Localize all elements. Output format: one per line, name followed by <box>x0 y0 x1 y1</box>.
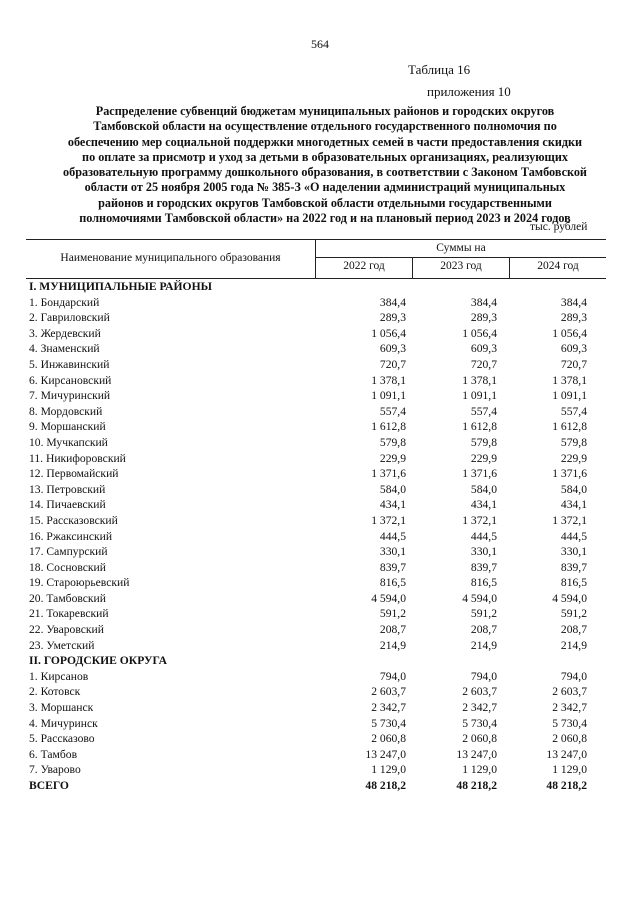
value-2022: 4 594,0 <box>371 591 406 605</box>
value-2024: 584,0 <box>560 482 587 496</box>
value-2024: 2 060,8 <box>552 732 587 746</box>
table-row <box>26 669 606 685</box>
table-row <box>26 373 606 389</box>
table-row <box>26 497 606 513</box>
value-2022: 1 091,1 <box>371 389 406 403</box>
row-name: 6. Кирсановский <box>29 373 112 387</box>
value-2023: 1 129,0 <box>462 763 497 777</box>
value-2024: 816,5 <box>560 576 587 590</box>
row-name: 13. Петровский <box>29 482 106 496</box>
value-2023: 13 247,0 <box>456 747 497 761</box>
table-row <box>26 716 606 732</box>
value-2024: 5 730,4 <box>552 716 587 730</box>
value-2023: 5 730,4 <box>462 716 497 730</box>
row-name: 10. Мучкапский <box>29 435 108 449</box>
value-2024: 13 247,0 <box>546 747 587 761</box>
value-2022: 591,2 <box>379 607 406 621</box>
value-2023: 1 378,1 <box>462 373 497 387</box>
table-row <box>26 466 606 482</box>
section-heading-row <box>26 279 606 295</box>
row-name: 19. Староюрьевский <box>29 576 130 590</box>
value-2022: 444,5 <box>379 529 406 543</box>
value-2024: 591,2 <box>560 607 587 621</box>
value-2023: 794,0 <box>470 669 497 683</box>
value-2024: 839,7 <box>560 560 587 574</box>
value-2022: 13 247,0 <box>365 747 406 761</box>
title-line: районов и городских округов Тамбовской области отдельными государственными <box>98 195 552 210</box>
value-2023: 208,7 <box>470 623 497 637</box>
row-name: 5. Рассказово <box>29 732 95 746</box>
value-2022: 1 371,6 <box>371 467 406 481</box>
row-name: 16. Ржаксинский <box>29 529 113 543</box>
value-2024: 289,3 <box>560 311 587 325</box>
value-2023: 2 342,7 <box>462 701 497 715</box>
value-2023: 720,7 <box>470 357 497 371</box>
value-2023: 839,7 <box>470 560 497 574</box>
row-name: 3. Моршанск <box>29 701 94 715</box>
table-row <box>26 591 606 607</box>
table-row <box>26 544 606 560</box>
appendix-label: приложения 10 <box>427 84 511 99</box>
value-2024: 1 612,8 <box>552 420 587 434</box>
table-row <box>26 451 606 467</box>
value-2023: 2 060,8 <box>462 732 497 746</box>
value-2023: 1 612,8 <box>462 420 497 434</box>
value-2024: 2 603,7 <box>552 685 587 699</box>
title-line: по оплате за присмотр и уход за детьми в образовательных организациях, реализующих <box>82 149 568 164</box>
row-name: 7. Уварово <box>29 763 81 777</box>
value-2023: 4 594,0 <box>462 591 497 605</box>
value-2022: 2 603,7 <box>371 685 406 699</box>
value-2024: 1 129,0 <box>552 763 587 777</box>
table-row <box>26 622 606 638</box>
title-line: обеспечению мер социальной поддержки многодетных семей в части предоставления скидки <box>67 134 583 149</box>
value-2024: 214,9 <box>560 638 587 652</box>
table-row <box>26 684 606 700</box>
value-2022: 2 342,7 <box>371 701 406 715</box>
value-2022: 330,1 <box>379 545 406 559</box>
sums-header: Суммы на <box>436 242 486 254</box>
distribution-table <box>26 239 606 794</box>
value-2023: 214,9 <box>470 638 497 652</box>
value-2024: 794,0 <box>560 669 587 683</box>
value-2023: 289,3 <box>470 311 497 325</box>
table-row <box>26 388 606 404</box>
title-line: Распределение субвенций бюджетам муниципальных районов и городских округов <box>95 104 555 118</box>
value-2023: 557,4 <box>470 404 497 418</box>
value-2022: 1 129,0 <box>371 763 406 777</box>
value-2022: 720,7 <box>379 357 406 371</box>
table-row <box>26 575 606 591</box>
value-2024: 2 342,7 <box>552 701 587 715</box>
row-name: 2. Гавриловский <box>29 311 110 325</box>
value-2022: 584,0 <box>379 482 406 496</box>
sums-header-rule <box>316 257 606 258</box>
table-row <box>26 638 606 654</box>
table-body <box>26 279 606 794</box>
value-2023: 591,2 <box>470 607 497 621</box>
row-name: 21. Токаревский <box>29 607 109 621</box>
value-2022: 579,8 <box>379 435 406 449</box>
value-2022: 816,5 <box>379 576 406 590</box>
row-name: II. ГОРОДСКИЕ ОКРУГА <box>29 654 167 668</box>
value-2023: 434,1 <box>470 498 497 512</box>
row-name: 4. Мичуринск <box>29 716 98 730</box>
value-2024: 1 056,4 <box>552 326 587 340</box>
value-2024: 384,4 <box>560 295 587 309</box>
row-name: ВСЕГО <box>29 779 69 792</box>
title-line: полномочиями Тамбовской области» на 2022 год и на плановый период 2023 и 2024 годов <box>79 211 571 226</box>
value-2022: 1 378,1 <box>371 373 406 387</box>
value-2023: 384,4 <box>470 295 497 309</box>
row-name: 11. Никифоровский <box>29 451 126 465</box>
row-name: 4. Знаменский <box>29 342 100 356</box>
table-row <box>26 529 606 545</box>
value-2022: 289,3 <box>379 311 406 325</box>
value-2023: 816,5 <box>470 576 497 590</box>
value-2022: 1 612,8 <box>371 420 406 434</box>
value-2022: 557,4 <box>379 404 406 418</box>
column-divider <box>315 240 316 278</box>
table-row <box>26 404 606 420</box>
value-2024: 48 218,2 <box>546 779 587 792</box>
table-row <box>26 747 606 763</box>
value-2024: 579,8 <box>560 435 587 449</box>
value-2024: 1 372,1 <box>552 513 587 527</box>
unit-label: тыс. рублей <box>530 221 588 233</box>
value-2023: 444,5 <box>470 529 497 543</box>
row-name: 12. Первомайский <box>29 467 119 481</box>
table-row <box>26 326 606 342</box>
value-2022: 5 730,4 <box>371 716 406 730</box>
table-row <box>26 357 606 373</box>
page-number: 564 <box>311 37 329 51</box>
row-name: 18. Сосновский <box>29 560 106 574</box>
title-line: Тамбовской области на осуществление отдельного государственного полномочия по <box>93 119 557 134</box>
table-row <box>26 341 606 357</box>
row-name: 23. Уметский <box>29 638 95 652</box>
table-row <box>26 513 606 529</box>
row-name: 6. Тамбов <box>29 747 78 761</box>
value-2024: 1 371,6 <box>552 467 587 481</box>
value-2022: 794,0 <box>379 669 406 683</box>
row-name: 5. Инжавинский <box>29 357 110 371</box>
value-2024: 1 378,1 <box>552 373 587 387</box>
table-row <box>26 435 606 451</box>
value-2024: 434,1 <box>560 498 587 512</box>
row-name: 1. Кирсанов <box>29 669 89 683</box>
row-name: 9. Моршанский <box>29 420 106 434</box>
table-row <box>26 419 606 435</box>
title-line: образовательную программу дошкольного образования, в соответствии с Законом Тамбовской <box>63 165 587 180</box>
row-name: 22. Уваровский <box>29 623 104 637</box>
value-2023: 48 218,2 <box>456 779 497 792</box>
value-2024: 720,7 <box>560 357 587 371</box>
year-2024-header: 2024 год <box>537 260 579 272</box>
title-line: области от 25 ноября 2005 года № 385-З «О наделении администраций муниципальных <box>84 180 566 195</box>
section-heading-row <box>26 653 606 669</box>
row-name: 1. Бондарский <box>29 295 100 309</box>
value-2024: 229,9 <box>560 451 587 465</box>
value-2022: 1 056,4 <box>371 326 406 340</box>
table-row <box>26 482 606 498</box>
document-title <box>38 104 612 226</box>
name-column-header: Наименование муниципального образования <box>60 252 281 264</box>
value-2024: 444,5 <box>560 529 587 543</box>
table-row <box>26 310 606 326</box>
value-2023: 609,3 <box>470 342 497 356</box>
total-row <box>26 778 606 794</box>
value-2022: 208,7 <box>379 623 406 637</box>
value-2023: 579,8 <box>470 435 497 449</box>
row-name: 2. Котовск <box>29 685 81 699</box>
value-2024: 208,7 <box>560 623 587 637</box>
value-2022: 609,3 <box>379 342 406 356</box>
table-header <box>26 240 606 278</box>
value-2023: 330,1 <box>470 545 497 559</box>
value-2023: 2 603,7 <box>462 685 497 699</box>
value-2023: 584,0 <box>470 482 497 496</box>
table-row <box>26 731 606 747</box>
value-2022: 229,9 <box>379 451 406 465</box>
value-2022: 434,1 <box>379 498 406 512</box>
value-2024: 609,3 <box>560 342 587 356</box>
table-row <box>26 700 606 716</box>
row-name: 15. Рассказовский <box>29 513 118 527</box>
value-2023: 229,9 <box>470 451 497 465</box>
value-2022: 2 060,8 <box>371 732 406 746</box>
row-name: 14. Пичаевский <box>29 498 106 512</box>
year-2023-header: 2023 год <box>440 260 482 272</box>
value-2023: 1 372,1 <box>462 513 497 527</box>
table-row <box>26 606 606 622</box>
table-row <box>26 762 606 778</box>
value-2022: 214,9 <box>379 638 406 652</box>
row-name: 17. Сампурский <box>29 545 108 559</box>
table-label: Таблица 16 <box>408 62 471 77</box>
value-2022: 1 372,1 <box>371 513 406 527</box>
row-name: 20. Тамбовский <box>29 591 106 605</box>
value-2022: 48 218,2 <box>365 779 406 792</box>
table-row <box>26 295 606 311</box>
value-2023: 1 056,4 <box>462 326 497 340</box>
row-name: 8. Мордовский <box>29 404 103 418</box>
value-2022: 839,7 <box>379 560 406 574</box>
row-name: I. МУНИЦИПАЛЬНЫЕ РАЙОНЫ <box>29 280 212 293</box>
value-2022: 384,4 <box>379 295 406 309</box>
year-2022-header: 2022 год <box>343 260 385 272</box>
row-name: 7. Мичуринский <box>29 389 111 403</box>
value-2024: 330,1 <box>560 545 587 559</box>
value-2024: 557,4 <box>560 404 587 418</box>
row-name: 3. Жердевский <box>29 326 101 340</box>
value-2024: 1 091,1 <box>552 389 587 403</box>
value-2023: 1 091,1 <box>462 389 497 403</box>
table-row <box>26 560 606 576</box>
value-2024: 4 594,0 <box>552 591 587 605</box>
value-2023: 1 371,6 <box>462 467 497 481</box>
